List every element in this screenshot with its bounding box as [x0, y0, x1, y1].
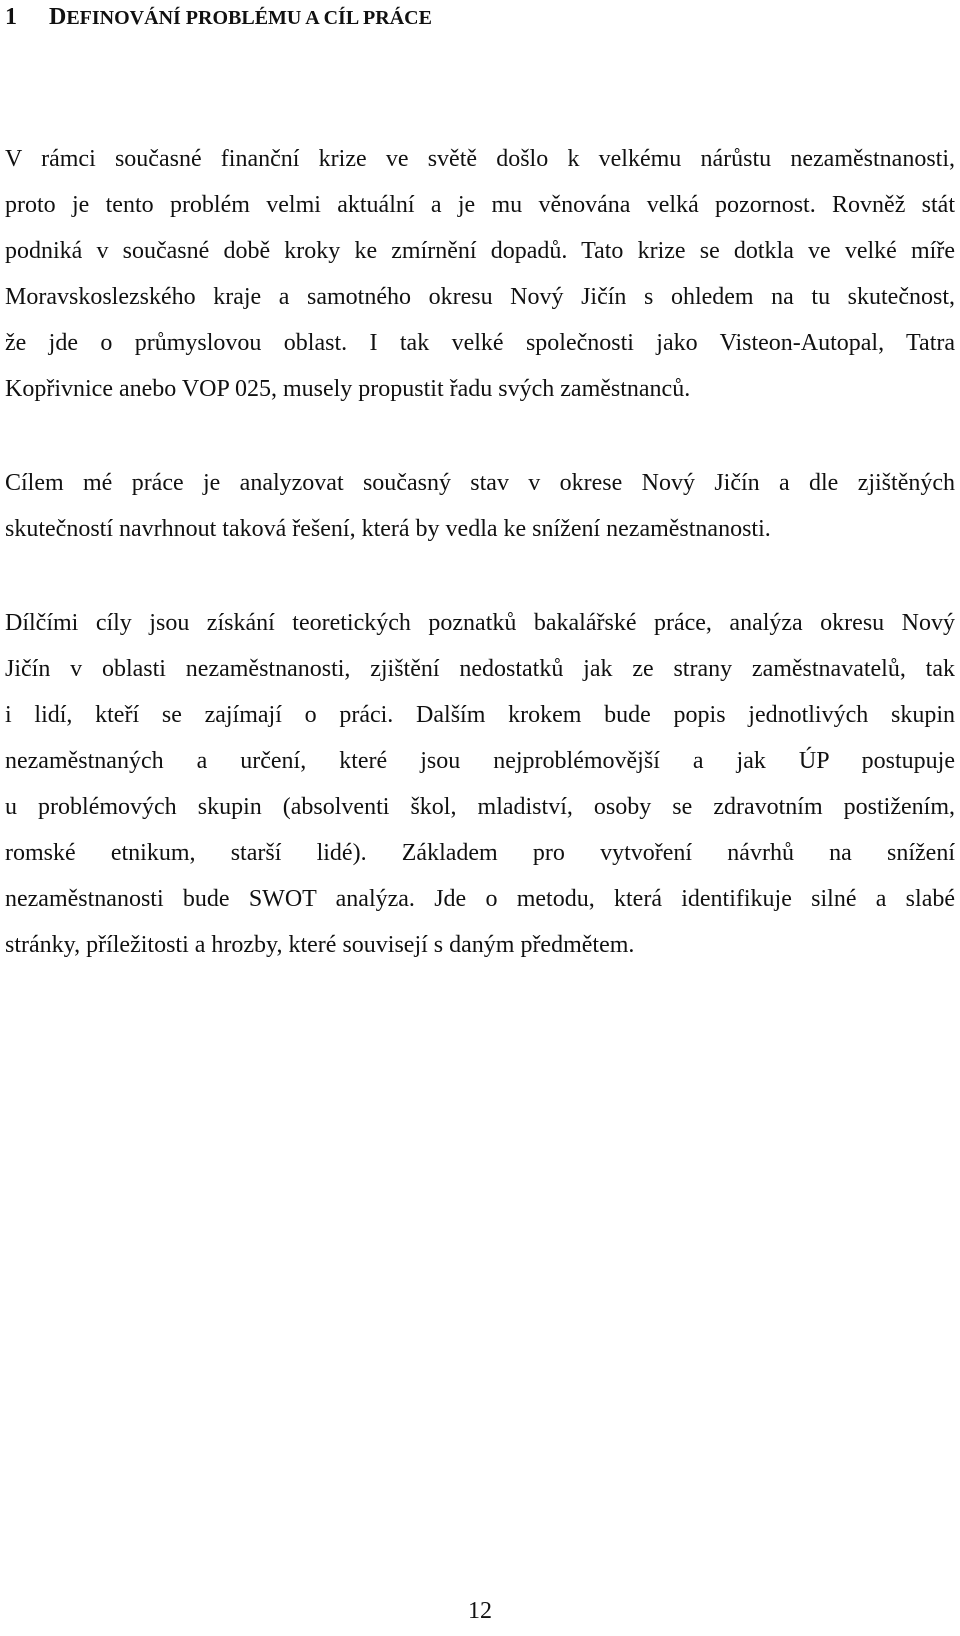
text-line: nezaměstnaných a určení, které jsou nejproblémovější a jak ÚP postupuje [5, 748, 955, 774]
text-line: stránky, příležitosti a hrozby, které souvisejí s daným předmětem. [5, 932, 635, 958]
text-line: u problémových skupin (absolventi škol, mladiství, osoby se zdravotním postižením, [5, 794, 955, 820]
chapter-title-initial: D [49, 4, 67, 30]
text-line: že jde o průmyslovou oblast. I tak velké společnosti jako Visteon-Autopal, Tatra [5, 330, 955, 356]
text-line: podniká v současné době kroky ke zmírnění dopadů. Tato krize se dotkla ve velké míře [5, 238, 955, 264]
text-line: proto je tento problém velmi aktuální a je mu věnována velká pozornost. Rovněž stát [5, 192, 955, 218]
text-line: romské etnikum, starší lidé). Základem pro vytvoření návrhů na snížení [5, 840, 955, 866]
paragraph-goal [5, 460, 955, 552]
text-line: skutečností navrhnout taková řešení, která by vedla ke snížení nezaměstnanosti. [5, 516, 771, 542]
text-line: Jičín v oblasti nezaměstnanosti, zjištění nedostatků jak ze strany zaměstnavatelů, tak [5, 656, 955, 682]
text-line: Kopřivnice anebo VOP 025, musely propustit řadu svých zaměstnanců. [5, 376, 691, 402]
text-line: i lidí, kteří se zajímají o práci. Dalším krokem bude popis jednotlivých skupin [5, 702, 955, 728]
paragraph-partial-goals [5, 600, 955, 968]
chapter-title-rest: EFINOVÁNÍ PROBLÉMU A CÍL PRÁCE [66, 7, 432, 29]
text-line: nezaměstnanosti bude SWOT analýza. Jde o metodu, která identifikuje silné a slabé [5, 886, 955, 912]
paragraph-intro [5, 136, 955, 412]
page-number: 12 [468, 1598, 492, 1624]
text-line: Dílčími cíly jsou získání teoretických poznatků bakalářské práce, analýza okresu Nový [5, 610, 955, 636]
text-line: Moravskoslezského kraje a samotného okresu Nový Jičín s ohledem na tu skutečnost, [5, 284, 955, 310]
text-line: Cílem mé práce je analyzovat současný stav v okrese Nový Jičín a dle zjištěných [5, 470, 955, 496]
text-line: V rámci současné finanční krize ve světě došlo k velkému nárůstu nezaměstnanosti, [5, 146, 955, 172]
chapter-number: 1 [5, 4, 17, 30]
chapter-heading [5, 2, 432, 33]
